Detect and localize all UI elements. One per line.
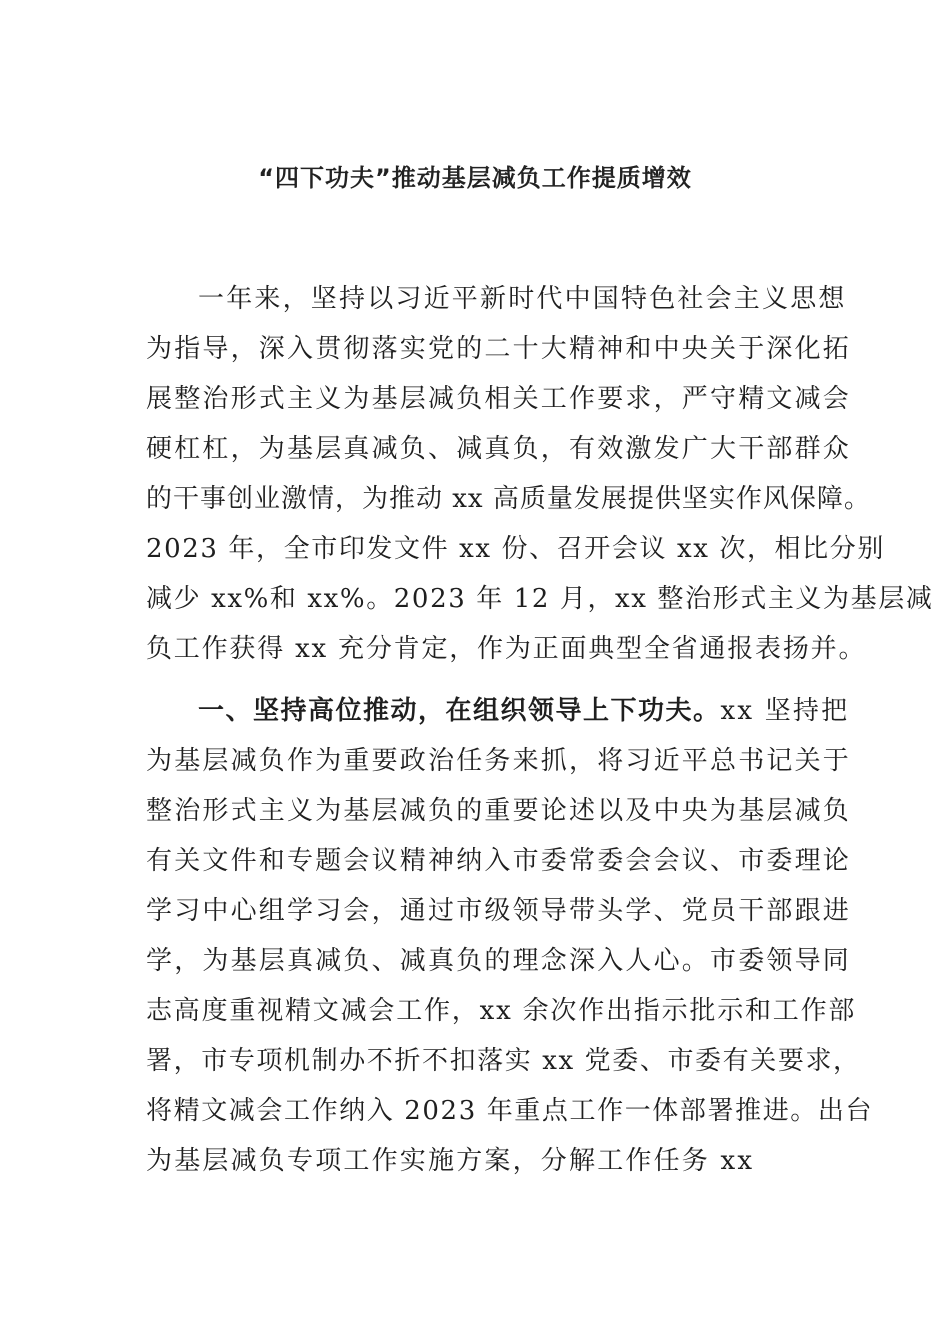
paragraph-line: 为指导，深入贯彻落实党的二十大精神和中央关于深化拓 — [146, 334, 852, 364]
paragraph-line: 学，为基层真减负、减真负的理念深入人心。市委领导同 — [146, 946, 852, 976]
section-heading-rest: xx 坚持把 — [720, 696, 850, 726]
paragraph-line: 整治形式主义为基层减负的重要论述以及中央为基层减负 — [146, 796, 852, 826]
section-heading: 一、坚持高位推动，在组织领导上下功夫。 — [198, 696, 721, 726]
paragraph-line: 展整治形式主义为基层减负相关工作要求，严守精文减会 — [146, 384, 852, 414]
paragraph-line: 2023 年，全市印发文件 xx 份、召开会议 xx 次，相比分别 — [146, 534, 885, 564]
paragraph-line: 负工作获得 xx 充分肯定，作为正面典型全省通报表扬并。 — [146, 634, 867, 664]
paragraph-line: 为基层减负作为重要政治任务来抓，将习近平总书记关于 — [146, 746, 852, 776]
paragraph-line: 一年来，坚持以习近平新时代中国特色社会主义思想 — [198, 284, 847, 314]
section-heading-line — [198, 696, 849, 726]
paragraph-line: 志高度重视精文减会工作，xx 余次作出指示批示和工作部 — [146, 996, 857, 1026]
paragraph-line: 为基层减负专项工作实施方案，分解工作任务 xx — [146, 1146, 755, 1176]
paragraph-line: 减少 xx%和 xx%。2023 年 12 月，xx 整治形式主义为基层减 — [146, 584, 934, 614]
paragraph-line: 的干事创业激情，为推动 xx 高质量发展提供坚实作风保障。 — [146, 484, 871, 514]
paragraph-line: 硬杠杠，为基层真减负、减真负，有效激发广大干部群众 — [146, 434, 852, 464]
paragraph-line: 学习中心组学习会，通过市级领导带头学、党员干部跟进 — [146, 896, 852, 926]
paragraph-line: 将精文减会工作纳入 2023 年重点工作一体部署推进。出台 — [146, 1096, 874, 1126]
paragraph-line: 署，市专项机制办不折不扣落实 xx 党委、市委有关要求， — [146, 1046, 861, 1076]
document-title: “四下功夫”推动基层减负工作提质增效 — [258, 164, 692, 192]
paragraph-line: 有关文件和专题会议精神纳入市委常委会会议、市委理论 — [146, 846, 852, 876]
